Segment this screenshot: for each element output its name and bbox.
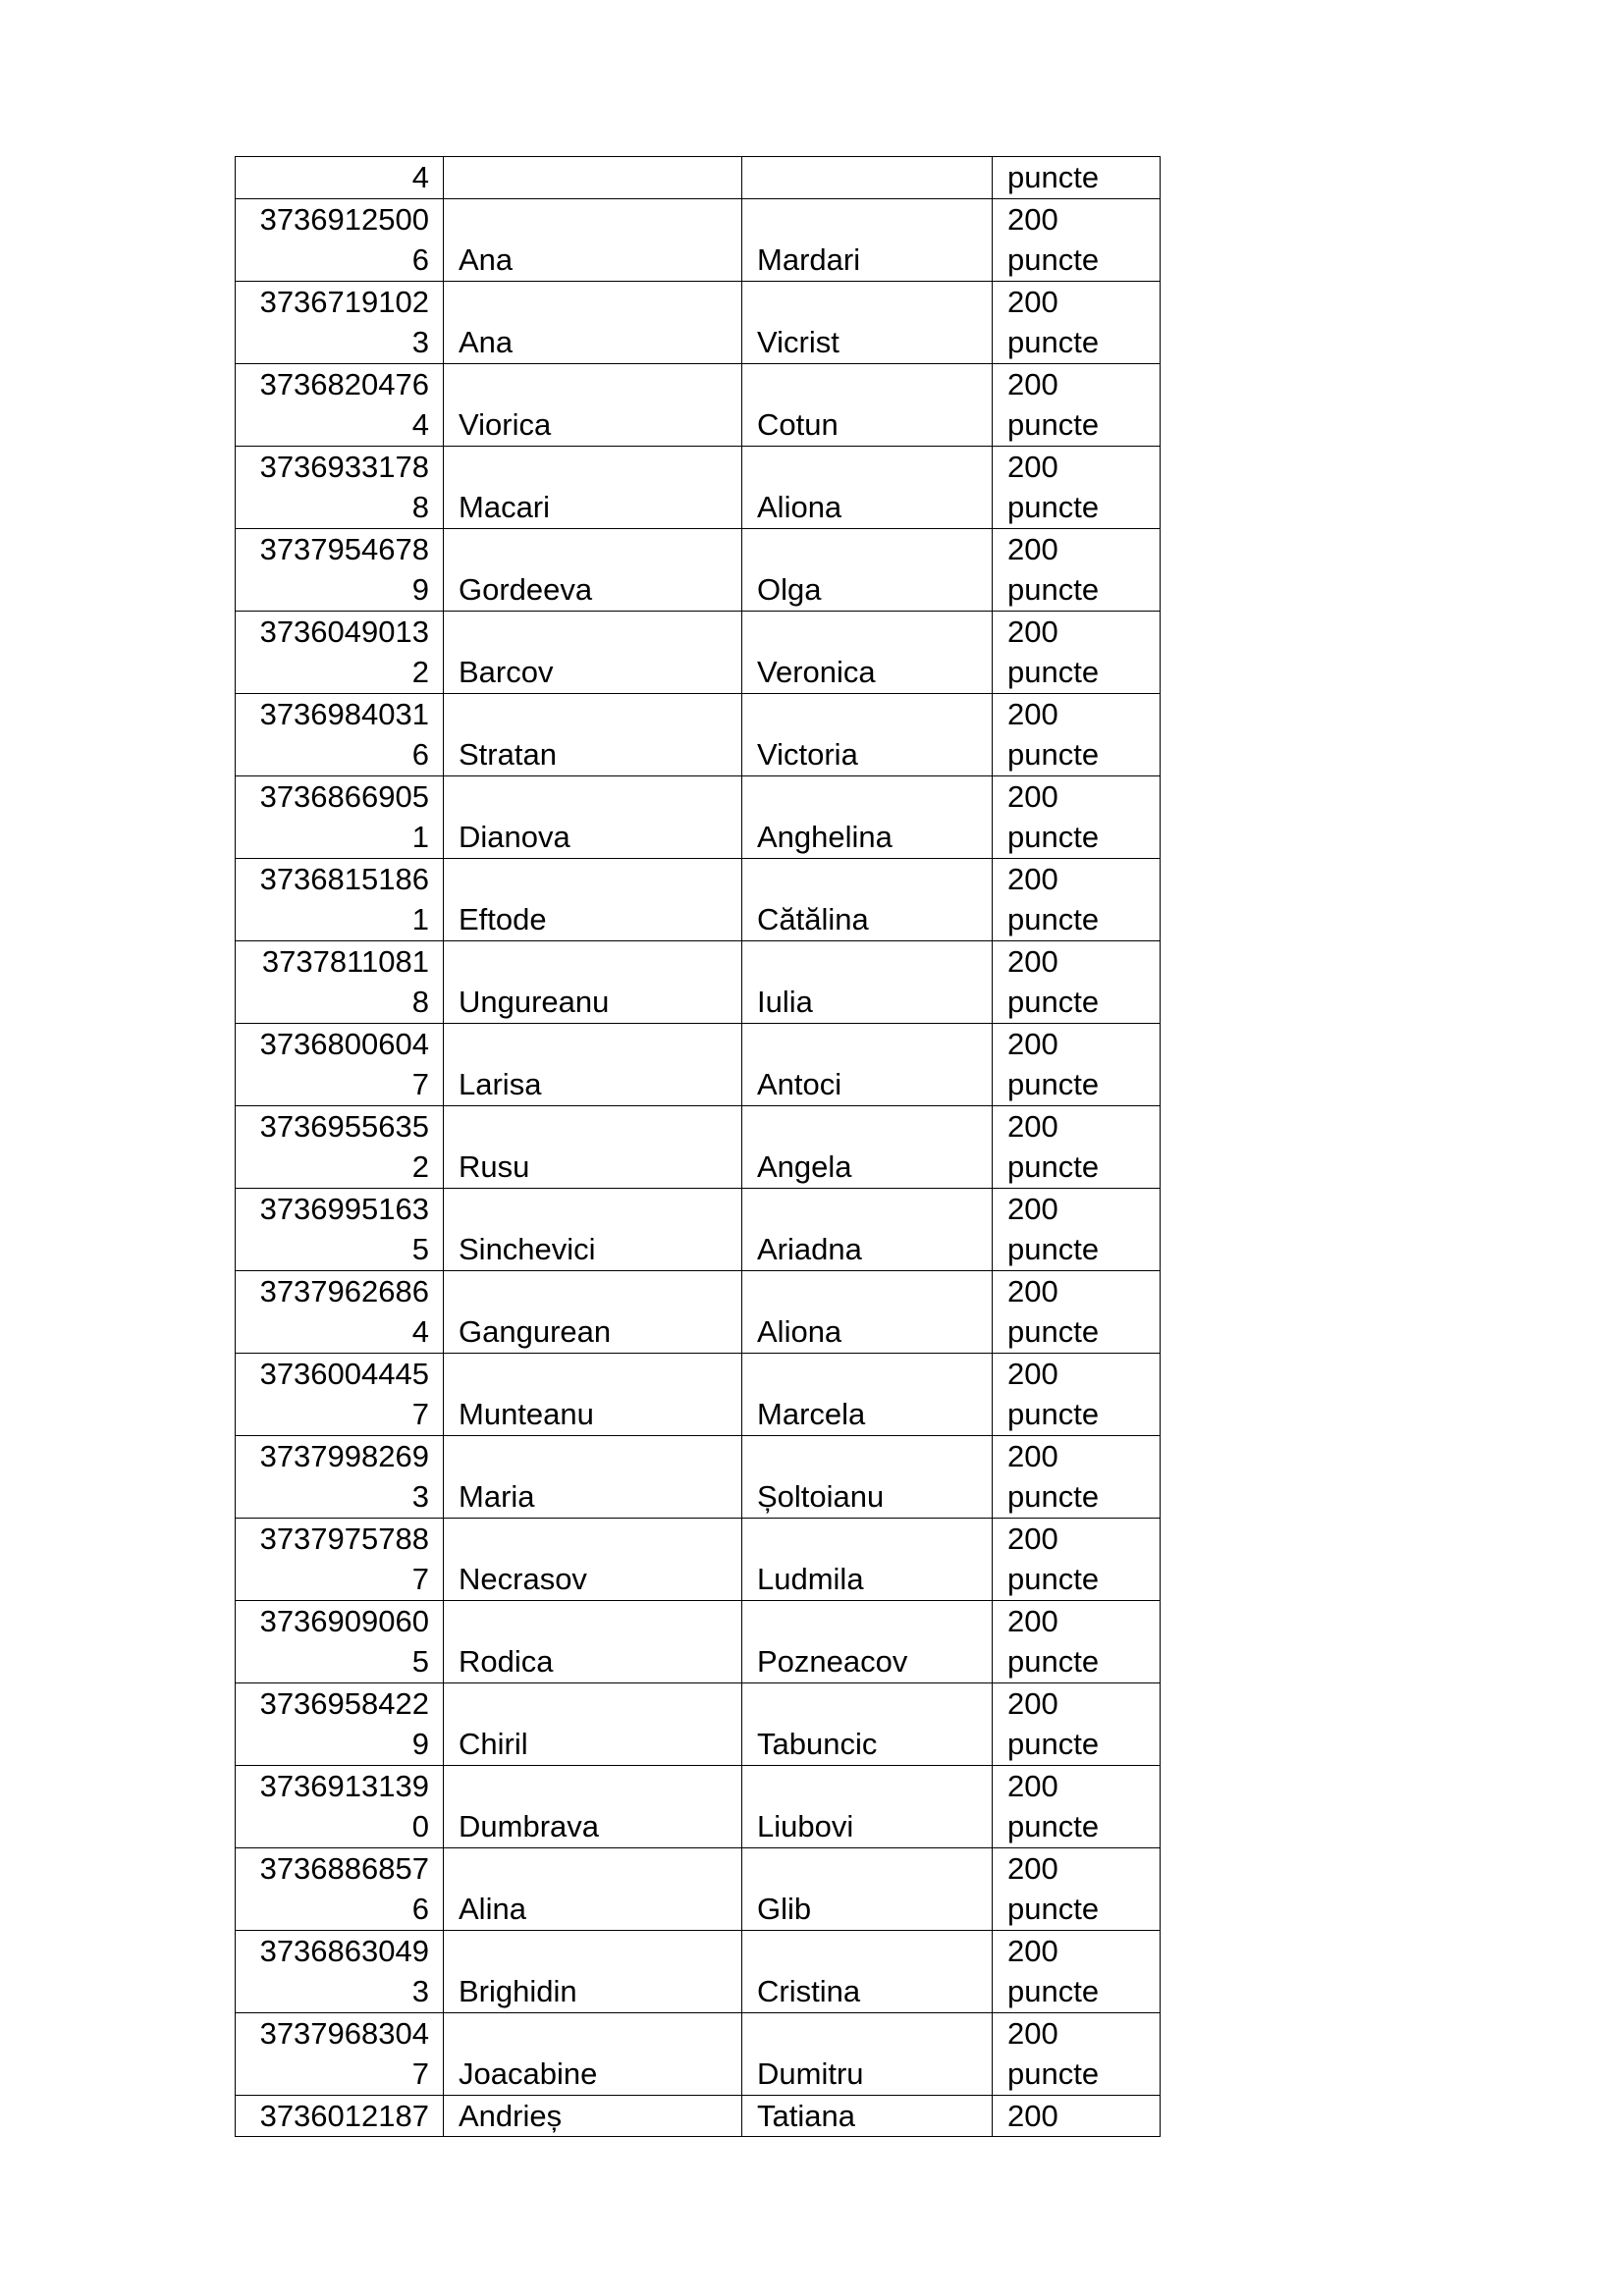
phone-head: 3737975788 [259,1521,429,1556]
points-cell [993,1930,1161,2012]
table-row [236,693,1161,775]
table-row [236,528,1161,611]
last-name-cell [742,281,993,363]
phone-head: 3736958422 [259,1685,429,1721]
phone-cell [236,1023,444,1105]
points-unit: puncte [1007,820,1100,854]
last-name: Aliona [757,490,842,524]
phone-tail: 6 [411,1892,429,1926]
first-name-cell [444,940,742,1023]
table-row [236,940,1161,1023]
phone-tail: 3 [411,1974,429,2008]
points-cell [993,446,1161,528]
last-name: Glib [757,1892,812,1926]
table-row [236,1600,1161,1682]
points-value: 200 [1007,778,1058,814]
points-cell [993,1023,1161,1105]
phone-head: 3736912500 [259,201,429,237]
last-name: Angela [757,1149,852,1184]
phone-cell [236,1682,444,1765]
points-unit: puncte [1007,1892,1100,1926]
last-name-cell [742,1765,993,1847]
first-name-cell [444,2012,742,2095]
phone-tail: 9 [411,1727,429,1761]
last-name-cell [742,1353,993,1435]
points-value: 200 [1007,1273,1058,1308]
first-name: Viorica [459,407,552,442]
last-name-cell [742,1023,993,1105]
first-name-cell [444,1518,742,1600]
first-name-cell [444,1435,742,1518]
first-name-cell [444,1188,742,1270]
last-name-cell [742,1270,993,1353]
phone-head: 3736820476 [259,366,429,401]
phone-tail: 2 [411,655,429,689]
points-unit: puncte [1007,1727,1100,1761]
first-name-cell [444,446,742,528]
first-name-cell [444,1353,742,1435]
last-name: Ludmila [757,1562,864,1596]
table-row [236,1518,1161,1600]
last-name-cell [742,363,993,446]
points-value: 200 [1007,1685,1058,1721]
table-row [236,775,1161,858]
phone-cell [236,281,444,363]
first-name-cell [444,363,742,446]
table-row [236,1023,1161,1105]
phone-cell [236,1930,444,2012]
first-name: Dianova [459,820,570,854]
points-cell [993,1188,1161,1270]
first-name-cell [444,1930,742,2012]
first-name: Munteanu [459,1397,594,1431]
points-unit: puncte [1007,1974,1100,2008]
last-name-cell [742,858,993,940]
last-name-cell [742,1682,993,1765]
first-name [459,157,741,198]
points-cell [993,2012,1161,2095]
phone-tail: 7 [411,1562,429,1596]
points-unit: puncte [1007,1149,1100,1184]
phone-head: 3736049013 [259,614,429,649]
points-unit: puncte [1007,2056,1100,2091]
phone-cell [236,2095,444,2137]
points-cell [993,1105,1161,1188]
last-name-cell [742,1435,993,1518]
first-name-cell [444,1847,742,1930]
last-name: Liubovi [757,1809,854,1843]
points-cell [993,1600,1161,1682]
first-name-cell [444,1600,742,1682]
last-name: Cotun [757,407,839,442]
points-unit: puncte [1007,1809,1100,1843]
points-value: 200 [1007,861,1058,896]
table-row [236,2012,1161,2095]
points-unit: puncte [1007,1314,1100,1349]
points-cell [993,693,1161,775]
points-value: 200 [1007,1850,1058,1886]
table-row [236,1682,1161,1765]
points-unit: puncte [1007,490,1100,524]
points-value: 200 [1007,2098,1058,2133]
last-name: Aliona [757,1314,842,1349]
last-name-cell [742,2012,993,2095]
points-value: 200 [1007,284,1058,319]
first-name: Barcov [459,655,554,689]
points-cell [993,1518,1161,1600]
points-value: 200 [1007,201,1058,237]
points-value: 200 [1007,449,1058,484]
table-row [236,363,1161,446]
phone-tail: 6 [411,737,429,772]
points-value: 200 [1007,1521,1058,1556]
table-row [236,1765,1161,1847]
last-name [757,157,992,198]
points-cell [993,1270,1161,1353]
first-name-cell [444,157,742,199]
phone-head: 3736984031 [259,696,429,731]
table-row [236,1847,1161,1930]
first-name: Ana [459,242,514,277]
first-name: Necrasov [459,1562,587,1596]
points-cell [993,157,1161,199]
phone-cell [236,1105,444,1188]
last-name-cell [742,157,993,199]
phone-tail: 6 [411,242,429,277]
first-name: Gordeeva [459,572,593,607]
phone-tail: 2 [411,1149,429,1184]
last-name-cell [742,2095,993,2137]
first-name-cell [444,858,742,940]
last-name: Pozneacov [757,1644,908,1679]
first-name-cell [444,198,742,281]
last-name: Șoltoianu [757,1479,885,1514]
phone-cell [236,363,444,446]
phone-head: 3737998269 [259,1438,429,1473]
phone-tail: 8 [411,985,429,1019]
phone-cell [236,1600,444,1682]
first-name-cell [444,693,742,775]
last-name: Antoci [757,1067,842,1101]
phone-head: 3736955635 [259,1108,429,1144]
first-name: Brighidin [459,1974,577,2008]
last-name: Olga [757,572,822,607]
phone-tail: 7 [411,1397,429,1431]
winners-table [235,156,1161,2137]
phone-head: 3736995163 [259,1191,429,1226]
table-row [236,446,1161,528]
first-name: Dumbrava [459,1809,599,1843]
points-value: 200 [1007,531,1058,566]
table-row-continued [236,157,1161,199]
points-cell [993,611,1161,693]
points-value: 200 [1007,1191,1058,1226]
phone-head: 3736909060 [259,1603,429,1638]
last-name: Tatiana [757,2098,855,2133]
first-name: Alina [459,1892,526,1926]
table-row [236,1435,1161,1518]
phone-cell [236,775,444,858]
first-name: Eftode [459,902,547,936]
phone-tail: 4 [411,1314,429,1349]
points-cell [993,1765,1161,1847]
phone-cell [236,198,444,281]
last-name: Marcela [757,1397,866,1431]
table-row [236,1353,1161,1435]
phone-cell [236,1765,444,1847]
points-cell [993,1353,1161,1435]
table-row [236,858,1161,940]
points-unit: puncte [1007,1644,1100,1679]
points-value: 200 [1007,696,1058,731]
first-name: Stratan [459,737,557,772]
first-name: Gangurean [459,1314,612,1349]
table-row [236,611,1161,693]
points-value: 200 [1007,943,1058,979]
first-name: Rusu [459,1149,530,1184]
phone-cell [236,528,444,611]
phone-cell [236,2012,444,2095]
points-unit: puncte [1007,407,1100,442]
points-value: 200 [1007,1933,1058,1968]
first-name-cell [444,281,742,363]
first-name: Ana [459,325,514,359]
points-unit: puncte [1007,902,1100,936]
phone-cell [236,157,444,199]
phone-cell [236,446,444,528]
first-name-cell [444,611,742,693]
last-name-cell [742,1600,993,1682]
phone-head: 3736913139 [259,1768,429,1803]
phone-head: 3736004445 [259,1356,429,1391]
phone-cell [236,1270,444,1353]
points-unit: puncte [1007,985,1100,1019]
last-name-cell [742,693,993,775]
first-name: Maria [459,1479,535,1514]
phone-cell [236,940,444,1023]
phone-tail: 7 [411,1067,429,1101]
phone-head: 3736800604 [259,1026,429,1061]
phone-head: 3737968304 [259,2015,429,2051]
phone-tail: 5 [411,1644,429,1679]
last-name: Anghelina [757,820,893,854]
first-name-cell [444,1270,742,1353]
phone-cell [236,858,444,940]
phone-tail: 8 [411,490,429,524]
points-value: 200 [1007,1026,1058,1061]
phone-head: 3736933178 [259,449,429,484]
last-name-cell [742,775,993,858]
points-cell [993,1435,1161,1518]
points-value: 200 [1007,366,1058,401]
points-unit: puncte [1007,1479,1100,1514]
points-unit: puncte [1007,1232,1100,1266]
points-unit: puncte [1007,325,1100,359]
points-value: 200 [1007,1768,1058,1803]
phone-tail: 3 [411,1479,429,1514]
table-row-last [236,2095,1161,2137]
points-unit: puncte [1007,737,1100,772]
first-name-cell [444,2095,742,2137]
last-name: Dumitru [757,2056,864,2091]
points-cell [993,1847,1161,1930]
phone-head: 3736886857 [259,1850,429,1886]
points-cell [993,940,1161,1023]
points-value: 200 [1007,614,1058,649]
phone-tail: 0 [411,1809,429,1843]
last-name: Mardari [757,242,861,277]
last-name: Cristina [757,1974,861,2008]
table-row [236,1930,1161,2012]
last-name: Ariadna [757,1232,862,1266]
phone-head: 3736815186 [259,861,429,896]
first-name-cell [444,775,742,858]
last-name: Iulia [757,985,813,1019]
phone-cell [236,611,444,693]
points-unit: puncte [1007,160,1100,194]
points-cell [993,775,1161,858]
last-name: Cătălina [757,902,869,936]
points-value: 200 [1007,1438,1058,1473]
first-name: Ungureanu [459,985,610,1019]
points-value: 200 [1007,2015,1058,2051]
points-unit: puncte [1007,1067,1100,1101]
table-row [236,1188,1161,1270]
points-unit: puncte [1007,655,1100,689]
table-row [236,1270,1161,1353]
phone-head: 3737962686 [259,1273,429,1308]
phone-tail: 4 [411,407,429,442]
last-name: Tabuncic [757,1727,878,1761]
first-name: Chiril [459,1727,528,1761]
phone-head: 3736863049 [259,1933,429,1968]
points-cell [993,528,1161,611]
last-name-cell [742,611,993,693]
phone-cell [236,1353,444,1435]
points-cell [993,2095,1161,2137]
last-name-cell [742,940,993,1023]
phone-cell [236,1188,444,1270]
last-name-cell [742,198,993,281]
last-name: Vicrist [757,325,839,359]
phone-cell [236,1518,444,1600]
points-cell [993,363,1161,446]
first-name: Larisa [459,1067,542,1101]
points-cell [993,858,1161,940]
table-body [236,157,1161,2137]
points-unit: puncte [1007,1562,1100,1596]
first-name: Andrieș [459,2098,563,2133]
last-name: Victoria [757,737,858,772]
phone-head: 3737811081 [261,943,429,979]
last-name-cell [742,446,993,528]
points-cell [993,1682,1161,1765]
first-name-cell [444,1023,742,1105]
phone-tail: 5 [411,1232,429,1266]
first-name-cell [444,1765,742,1847]
phone-cell [236,1847,444,1930]
phone-tail: 1 [411,820,429,854]
points-unit: puncte [1007,242,1100,277]
last-name-cell [742,1188,993,1270]
last-name-cell [742,528,993,611]
first-name: Rodica [459,1644,554,1679]
first-name: Sinchevici [459,1232,596,1266]
last-name: Veronica [757,655,876,689]
points-cell [993,198,1161,281]
phone-head: 3736719102 [259,284,429,319]
points-value: 200 [1007,1356,1058,1391]
last-name-cell [742,1518,993,1600]
first-name-cell [444,528,742,611]
phone-tail: 3 [411,325,429,359]
table-row [236,281,1161,363]
points-unit: puncte [1007,1397,1100,1431]
phone-cell [236,1435,444,1518]
first-name: Macari [459,490,551,524]
first-name: Joacabine [459,2056,598,2091]
phone-head: 3736866905 [259,778,429,814]
points-unit: puncte [1007,572,1100,607]
phone-cell [236,693,444,775]
phone-tail: 7 [411,2056,429,2091]
phone-tail: 1 [411,902,429,936]
first-name-cell [444,1682,742,1765]
phone-number: 3736012187 [259,2098,429,2133]
phone-tail: 4 [411,160,429,194]
points-value: 200 [1007,1108,1058,1144]
table-row [236,198,1161,281]
last-name-cell [742,1847,993,1930]
phone-tail: 9 [411,572,429,607]
phone-head: 3737954678 [259,531,429,566]
first-name-cell [444,1105,742,1188]
points-value: 200 [1007,1603,1058,1638]
last-name-cell [742,1930,993,2012]
last-name-cell [742,1105,993,1188]
points-cell [993,281,1161,363]
table-row [236,1105,1161,1188]
